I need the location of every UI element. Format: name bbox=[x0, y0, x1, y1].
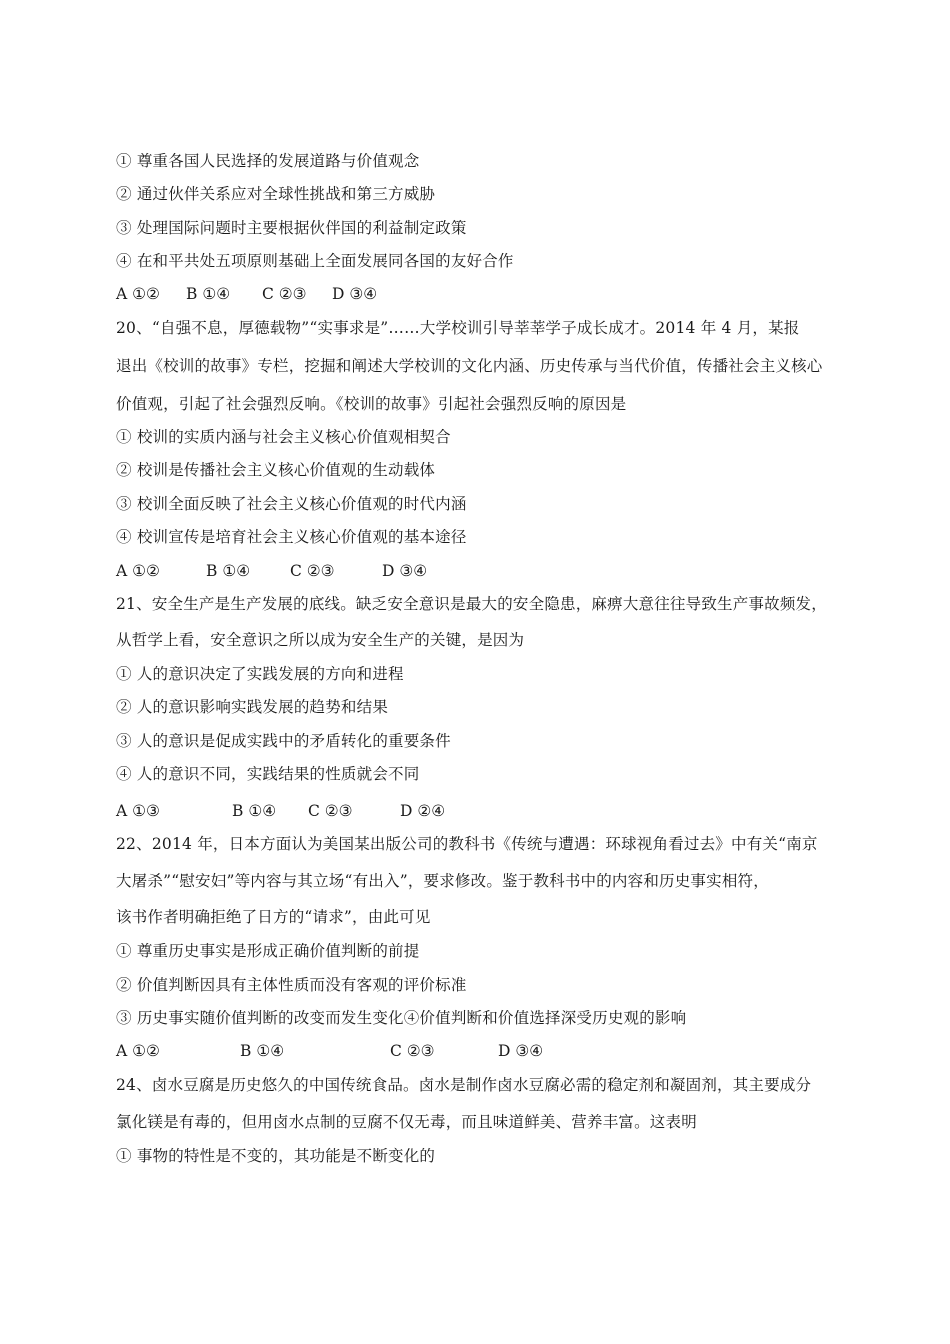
option-line: ④ 人的意识不同，实践结果的性质就会不同 bbox=[116, 765, 420, 783]
choice-a: A ①③ bbox=[116, 802, 160, 820]
choice-c: C ②③ bbox=[308, 802, 353, 820]
choice-d: D ③④ bbox=[332, 285, 378, 303]
option-line: ② 通过伙伴关系应对全球性挑战和第三方威胁 bbox=[116, 185, 436, 203]
choice-d: D ②④ bbox=[400, 802, 446, 820]
choice-a: A ①② bbox=[116, 285, 160, 303]
choice-a: A ①② bbox=[116, 562, 160, 580]
option-line: ② 价值判断因具有主体性质而没有客观的评价标准 bbox=[116, 976, 467, 994]
option-line: ③ 校训全面反映了社会主义核心价值观的时代内涵 bbox=[116, 495, 467, 513]
choice-b: B ①④ bbox=[240, 1042, 285, 1060]
option-line: ① 尊重历史事实是形成正确价值判断的前提 bbox=[116, 942, 420, 960]
question-text: 21、安全生产是生产发展的底线。缺乏安全意识是最大的安全隐患，麻痹大意往往导致生产事故频发， bbox=[116, 595, 827, 613]
question-text: 价值观，引起了社会强烈反响。《校训的故事》引起社会强烈反响的原因是 bbox=[116, 395, 627, 413]
question-text: 从哲学上看，安全意识之所以成为安全生产的关键，是因为 bbox=[116, 631, 525, 649]
option-line: ③ 历史事实随价值判断的改变而发生变化④价值判断和价值选择深受历史观的影响 bbox=[116, 1009, 687, 1027]
choice-d: D ③④ bbox=[382, 562, 428, 580]
choice-b: B ①④ bbox=[206, 562, 251, 580]
choice-c: C ②③ bbox=[390, 1042, 435, 1060]
question-text: 大屠杀”“慰安妇”等内容与其立场“有出入”，要求修改。鉴于教科书中的内容和历史事实相符， bbox=[116, 872, 769, 890]
option-line: ② 人的意识影响实践发展的趋势和结果 bbox=[116, 698, 389, 716]
option-line: ① 事物的特性是不变的，其功能是不断变化的 bbox=[116, 1147, 436, 1165]
choice-d: D ③④ bbox=[498, 1042, 544, 1060]
option-line: ① 人的意识决定了实践发展的方向和进程 bbox=[116, 665, 404, 683]
choice-b: B ①④ bbox=[232, 802, 277, 820]
question-text: 该书作者明确拒绝了日方的“请求”，由此可见 bbox=[116, 908, 431, 926]
option-line: ④ 在和平共处五项原则基础上全面发展同各国的友好合作 bbox=[116, 252, 514, 270]
option-line: ① 校训的实质内涵与社会主义核心价值观相契合 bbox=[116, 428, 451, 446]
choice-c: C ②③ bbox=[290, 562, 335, 580]
option-line: ③ 人的意识是促成实践中的矛盾转化的重要条件 bbox=[116, 732, 451, 750]
option-line: ④ 校训宣传是培育社会主义核心价值观的基本途径 bbox=[116, 528, 467, 546]
choice-a: A ①② bbox=[116, 1042, 160, 1060]
option-line: ② 校训是传播社会主义核心价值观的生动载体 bbox=[116, 461, 436, 479]
question-text: 22、2014 年，日本方面认为美国某出版公司的教科书《传统与遭遇：环球视角看过去》中有关“南京 bbox=[116, 835, 818, 853]
question-text: 24、卤水豆腐是历史悠久的中国传统食品。卤水是制作卤水豆腐必需的稳定剂和凝固剂，其主要成分 bbox=[116, 1076, 812, 1094]
question-text: 氯化镁是有毒的，但用卤水点制的豆腐不仅无毒，而且味道鲜美、营养丰富。这表明 bbox=[116, 1113, 697, 1131]
choice-b: B ①④ bbox=[186, 285, 231, 303]
option-line: ③ 处理国际问题时主要根据伙伴国的利益制定政策 bbox=[116, 219, 467, 237]
option-line: ① 尊重各国人民选择的发展道路与价值观念 bbox=[116, 152, 420, 170]
question-text: 20、“自强不息，厚德载物”“实事求是”……大学校训引导莘莘学子成长成才。2014 年 4 月，某报 bbox=[116, 319, 800, 337]
question-text: 退出《校训的故事》专栏，挖掘和阐述大学校训的文化内涵、历史传承与当代价值，传播社会主义核心 bbox=[116, 357, 823, 375]
choice-c: C ②③ bbox=[262, 285, 307, 303]
